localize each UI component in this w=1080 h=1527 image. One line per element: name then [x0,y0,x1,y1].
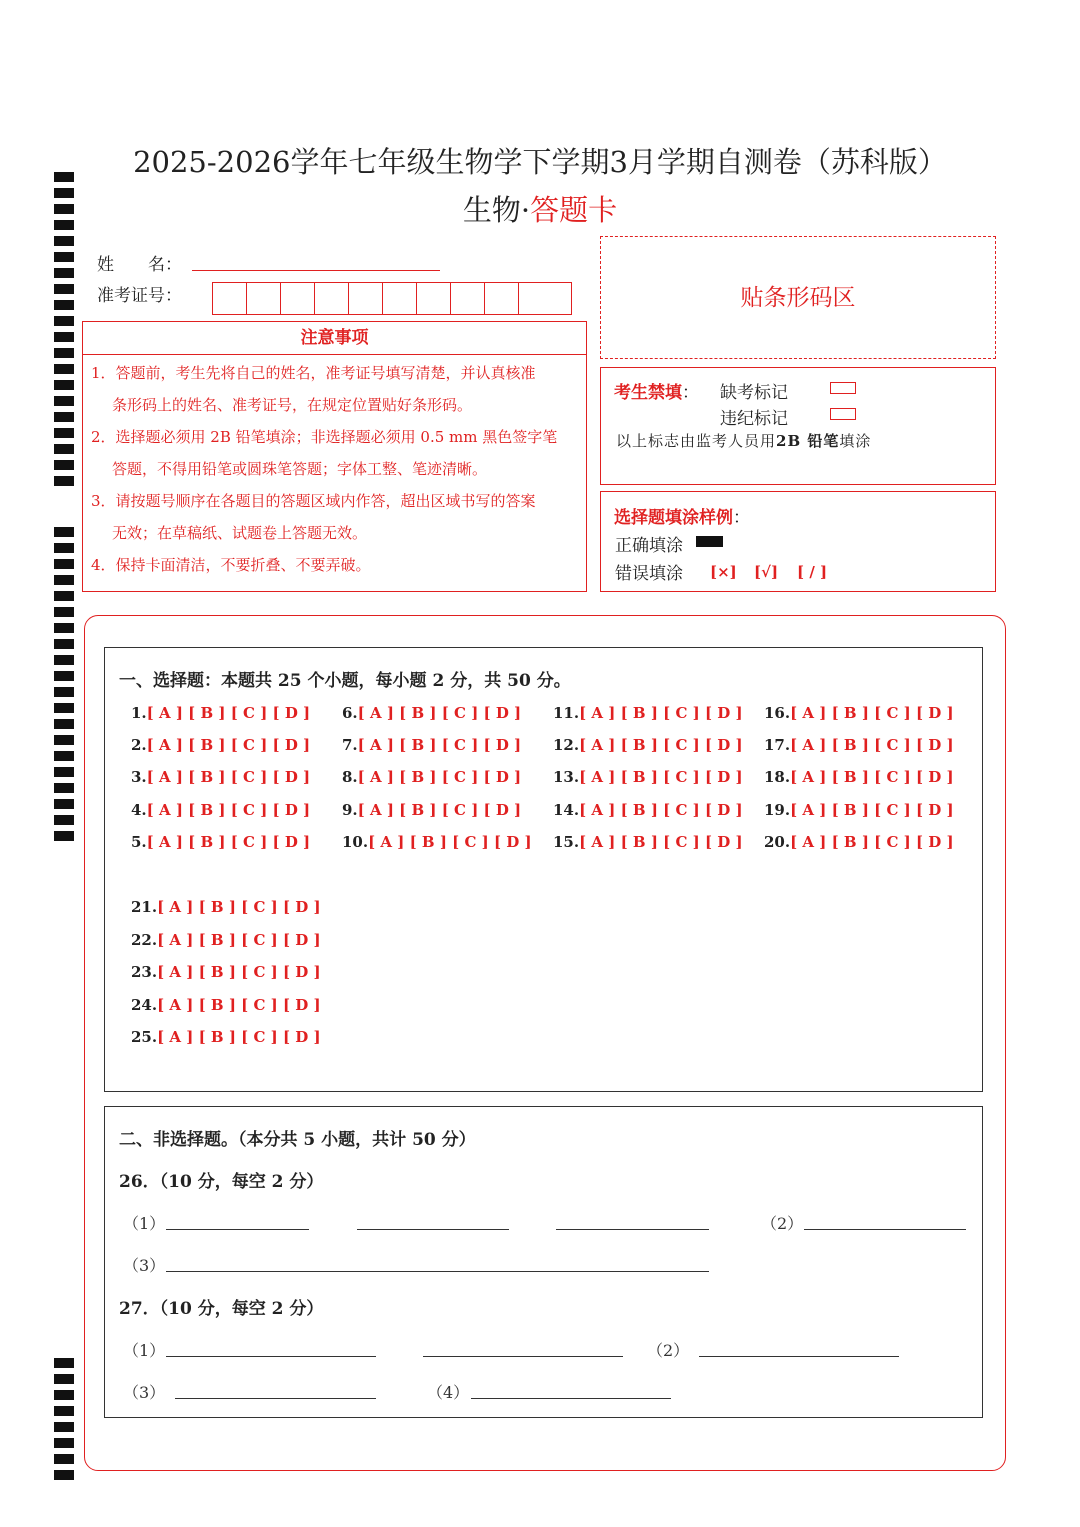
choice-question-8[interactable] [342,768,521,786]
question-number: 8. [342,768,358,786]
id-digit-cell[interactable] [417,283,451,315]
subtitle-dot: · [520,193,531,227]
timing-mark [54,268,74,278]
answer-card-label: 答题卡 [530,193,618,227]
answer-options[interactable]: [ A ] [ B ] [ C ] [ D ] [357,736,522,754]
timing-mark [54,575,74,585]
exam-title: 2025-2026学年七年级生物学下学期3月学期自测卷（苏科版） [133,145,947,179]
choice-question-19[interactable] [764,801,954,819]
q27-blank-3[interactable] [175,1398,376,1399]
answer-options[interactable]: [ A ] [ B ] [ C ] [ D ] [357,768,522,786]
q27-blank-1-label: （1） [123,1341,166,1360]
question-number: 1. [131,704,147,722]
choice-question-25[interactable] [131,1028,321,1046]
choice-question-23[interactable] [131,963,321,981]
choice-question-20[interactable] [764,833,954,851]
answer-options[interactable]: [ A ] [ B ] [ C ] [ D ] [146,833,311,851]
question-number: 7. [342,736,358,754]
q27-blank-1a[interactable] [166,1356,376,1357]
timing-mark [54,591,74,601]
q26-title: 26．（10 分，每空 2 分） [119,1172,324,1192]
name-field[interactable] [192,270,440,271]
wrong-mark-slash: [ / ] [797,563,828,581]
question-number: 10. [342,833,369,851]
correct-fill-label: 正确填涂 [615,536,683,556]
question-number: 21. [131,898,158,916]
timing-mark [54,252,74,262]
timing-mark [54,751,74,761]
answer-options[interactable]: [ A ] [ B ] [ C ] [ D ] [157,995,321,1014]
timing-mark [54,316,74,326]
choice-question-16[interactable] [764,704,954,722]
id-number-grid[interactable] [212,282,572,315]
answer-options[interactable]: [ A ] [ B ] [ C ] [ D ] [579,768,743,786]
fill-sample-box [600,491,996,592]
question-number: 24. [131,995,158,1014]
choice-question-18[interactable] [764,768,954,786]
timing-mark [54,460,74,470]
answer-options[interactable]: [ A ] [ B ] [ C ] [ D ] [790,801,954,819]
timing-mark [54,719,74,729]
notice-title: 注意事项 [83,322,586,355]
timing-mark [54,1438,74,1448]
timing-mark [54,380,74,390]
q26-blank-1a[interactable] [166,1229,309,1230]
answer-options[interactable]: [ A ] [ B ] [ C ] [ D ] [368,833,532,851]
choice-question-12[interactable] [553,736,743,754]
timing-mark [54,815,74,825]
sample-title: 选择题填涂样例： [614,508,750,528]
absent-label: 缺考标记 [720,383,788,403]
q27-blank-4-label: （4） [427,1383,470,1402]
q27-blank-1b[interactable] [423,1356,623,1357]
choice-question-15[interactable] [553,833,743,851]
question-number: 16. [764,704,791,722]
timing-mark [54,476,74,486]
question-number: 15. [553,833,580,851]
notice-line-2: 条形码上的姓名、准考证号，在规定位置贴好条形码。 [112,396,473,414]
choice-question-1[interactable] [131,704,310,722]
timing-mark [54,655,74,665]
answer-options[interactable]: [ A ] [ B ] [ C ] [ D ] [146,801,311,819]
timing-mark [54,687,74,697]
timing-mark [54,527,74,537]
violation-label: 违纪标记 [720,409,788,429]
id-digit-cell[interactable] [247,283,281,315]
violation-checkbox[interactable] [830,408,856,420]
choice-question-24[interactable] [131,996,321,1014]
id-digit-cell[interactable] [213,283,247,315]
q27-blank-3-label: （3） [123,1383,166,1402]
timing-mark [54,348,74,358]
timing-mark [54,767,74,777]
answer-options[interactable]: [ A ] [ B ] [ C ] [ D ] [157,1028,321,1046]
barcode-label: 贴条形码区 [740,285,856,311]
answer-options[interactable]: [ A ] [ B ] [ C ] [ D ] [790,833,954,851]
examiner-note: 以上标志由监考人员用2B 铅笔填涂 [616,432,872,450]
name-label: 姓 名： [97,255,182,275]
choice-question-11[interactable] [553,704,743,722]
timing-mark [54,412,74,422]
notice-line-6: 无效；在草稿纸、试题卷上答题无效。 [112,524,368,542]
answer-options[interactable]: [ A ] [ B ] [ C ] [ D ] [579,704,743,722]
q27-blank-2[interactable] [699,1356,899,1357]
non-choice-section [104,1106,983,1418]
absent-checkbox[interactable] [830,382,856,394]
choice-question-22[interactable] [131,931,321,949]
answer-options[interactable]: [ A ] [ B ] [ C ] [ D ] [357,801,522,819]
question-number: 18. [764,768,791,786]
answer-options[interactable]: [ A ] [ B ] [ C ] [ D ] [579,736,743,754]
timing-mark [54,1454,74,1464]
q27-blank-2-label: （2） [647,1341,690,1360]
notice-line-4: 答题，不得用铅笔或圆珠笔答题；字体工整、笔迹清晰。 [112,460,488,478]
answer-options[interactable]: [ A ] [ B ] [ C ] [ D ] [157,930,321,949]
notice-line-7: 4．保持卡面清洁，不要折叠、不要弄破。 [91,556,371,574]
non-choice-title: 二、非选择题。（本分共 5 小题，共计 50 分） [119,1130,476,1150]
q26-blank-2[interactable] [804,1229,966,1230]
id-digit-cell[interactable] [281,283,315,315]
id-label: 准考证号： [97,286,182,306]
id-digit-cell[interactable] [315,283,349,315]
timing-mark [54,1374,74,1384]
answer-options[interactable]: [ A ] [ B ] [ C ] [ D ] [357,704,522,722]
notice-line-5: 3．请按题号顺序在各题目的答题区域内作答，超出区域书写的答案 [91,492,536,510]
question-number: 14. [553,801,580,819]
timing-mark [54,444,74,454]
timing-mark [54,559,74,569]
wrong-fill-label: 错误填涂 [615,564,683,584]
choice-question-14[interactable] [553,801,743,819]
choice-section [104,647,983,1092]
subject-label: 生物 [462,193,521,227]
choice-question-6[interactable] [342,704,521,722]
question-number: 2. [131,736,147,754]
timing-mark [54,1390,74,1400]
examiner-box [600,367,996,485]
timing-mark [54,543,74,553]
q26-blank-3[interactable] [166,1271,709,1272]
id-digit-cell[interactable] [519,283,553,315]
id-digit-cell[interactable] [349,283,383,315]
examiner-title: 考生禁填： [614,383,699,403]
timing-mark [54,831,74,841]
timing-mark [54,396,74,406]
question-number: 6. [342,704,358,722]
answer-options[interactable]: [ A ] [ B ] [ C ] [ D ] [790,736,954,754]
answer-options[interactable]: [ A ] [ B ] [ C ] [ D ] [146,736,311,754]
question-number: 25. [131,1028,158,1046]
question-number: 23. [131,963,158,981]
id-digit-cell[interactable] [451,283,485,315]
question-number: 5. [131,833,147,851]
timing-mark [54,623,74,633]
q26-blank-3-label: （3） [123,1256,166,1275]
answer-options[interactable]: [ A ] [ B ] [ C ] [ D ] [790,704,954,722]
question-number: 9. [342,801,358,819]
timing-mark [54,1422,74,1432]
question-number: 12. [553,736,580,754]
question-number: 13. [553,768,580,786]
answer-options[interactable]: [ A ] [ B ] [ C ] [ D ] [790,768,954,786]
answer-options[interactable]: [ A ] [ B ] [ C ] [ D ] [579,801,743,819]
choice-question-7[interactable] [342,736,521,754]
answer-options[interactable]: [ A ] [ B ] [ C ] [ D ] [146,704,311,722]
answer-options[interactable]: [ A ] [ B ] [ C ] [ D ] [579,833,743,851]
choice-question-13[interactable] [553,768,743,786]
question-number: 3. [131,768,147,786]
answer-options[interactable]: [ A ] [ B ] [ C ] [ D ] [146,768,311,786]
q27-blank-4[interactable] [471,1398,671,1399]
q26-blank-1c[interactable] [556,1229,709,1230]
choice-question-17[interactable] [764,736,954,754]
question-number: 17. [764,736,791,754]
question-number: 20. [764,833,791,851]
wrong-mark-x: [×] [710,563,737,581]
choice-section-title: 一、选择题：本题共 25 个小题，每小题 2 分，共 50 分。 [119,671,571,691]
choice-question-2[interactable] [131,736,310,754]
timing-mark [54,607,74,617]
notice-line-1: 1．答题前，考生先将自己的姓名，准考证号填写清楚，并认真核准 [91,364,536,382]
choice-question-9[interactable] [342,801,521,819]
timing-mark [54,236,74,246]
timing-mark [54,1406,74,1416]
timing-mark [54,799,74,809]
correct-fill-mark [696,536,723,547]
notice-line-3: 2．选择题必须用 2B 铅笔填涂；非选择题必须用 0.5 mm 黑色签字笔 [91,428,558,446]
timing-mark [54,284,74,294]
subtitle [0,188,1080,229]
choice-question-10[interactable] [342,833,532,851]
choice-question-5[interactable] [131,833,310,851]
choice-question-4[interactable] [131,801,310,819]
q27-title: 27．（10 分，每空 2 分） [119,1299,324,1319]
barcode-area [600,236,996,359]
timing-mark [54,1358,74,1368]
timing-mark [54,639,74,649]
q26-blank-1b[interactable] [357,1229,509,1230]
question-number: 4. [131,801,147,819]
timing-mark [54,783,74,793]
choice-question-21[interactable] [131,898,321,916]
timing-mark [54,1470,74,1480]
q26-blank-2-label: （2） [761,1214,804,1233]
answer-options[interactable]: [ A ] [ B ] [ C ] [ D ] [157,898,321,916]
id-digit-cell[interactable] [485,283,519,315]
id-digit-cell[interactable] [383,283,417,315]
timing-mark [54,428,74,438]
question-number: 19. [764,801,791,819]
timing-mark [54,332,74,342]
wrong-mark-check: [√] [754,563,779,581]
question-number: 11. [553,704,580,722]
timing-mark [54,671,74,681]
q26-blank-1-label: （1） [123,1214,166,1233]
question-number: 22. [131,930,158,949]
timing-mark [54,300,74,310]
choice-question-3[interactable] [131,768,310,786]
notice-box [82,321,587,592]
timing-mark [54,703,74,713]
answer-options[interactable]: [ A ] [ B ] [ C ] [ D ] [157,963,321,981]
timing-mark [54,364,74,374]
timing-mark [54,735,74,745]
